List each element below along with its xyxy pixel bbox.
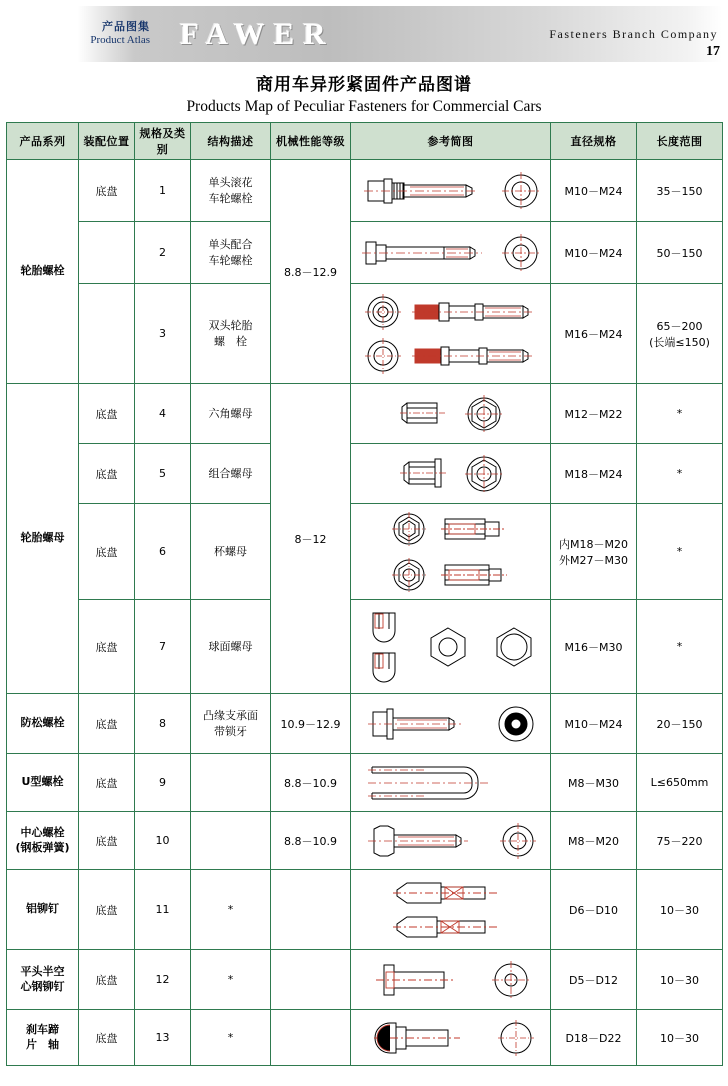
cell-figure-center-bolt <box>351 812 551 870</box>
table-row <box>7 284 723 384</box>
cell-diameter: 内M18－M20 外M27－M30 <box>551 504 637 600</box>
cell-grade <box>271 870 351 950</box>
table-row <box>7 444 723 504</box>
cell-figure-aluminium-rivet <box>351 870 551 950</box>
cell-number: 7 <box>135 600 191 694</box>
cell-diameter: M18－M24 <box>551 444 637 504</box>
cell-diameter: M10－M24 <box>551 222 637 284</box>
cell-number: 10 <box>135 812 191 870</box>
brand-wordmark: FAWER <box>180 16 335 51</box>
cell-position: 底盘 <box>79 444 135 504</box>
cell-figure-double-head-stud <box>351 284 551 384</box>
cell-description: 组合螺母 <box>191 444 271 504</box>
cell-description: * <box>191 870 271 950</box>
cell-diameter: M10－M24 <box>551 694 637 754</box>
cell-length: 75－220 <box>637 812 723 870</box>
cell-number: 2 <box>135 222 191 284</box>
cell-length: 10－30 <box>637 950 723 1010</box>
cell-number: 8 <box>135 694 191 754</box>
table-row <box>7 870 723 950</box>
cell-figure-u-bolt <box>351 754 551 812</box>
header-logo-cn: 产品图集 <box>102 20 150 34</box>
cell-number: 11 <box>135 870 191 950</box>
table-row <box>7 160 723 222</box>
aluminium-rivet-icon <box>389 878 513 908</box>
cap-nut-body2-icon <box>439 558 513 592</box>
center-bolt-icon <box>364 821 488 861</box>
cell-category: 平头半空 心钢铆钉 <box>7 950 79 1010</box>
page-title-cn: 商用车异形紧固件产品图谱 <box>256 75 472 95</box>
cell-length: 10－30 <box>637 870 723 950</box>
cell-length: 50－150 <box>637 222 723 284</box>
header-company-name: Fasteners Branch Company <box>549 26 718 41</box>
cell-description: * <box>191 1010 271 1066</box>
cell-description <box>191 812 271 870</box>
brake-shoe-shaft-icon <box>366 1017 486 1059</box>
table-row <box>7 754 723 812</box>
cell-diameter: D18－D22 <box>551 1010 637 1066</box>
cell-category: 铝铆钉 <box>7 870 79 950</box>
cell-grade: 8－12 <box>271 384 351 694</box>
hex-nut-icon <box>397 393 453 435</box>
cell-diameter: M8－M20 <box>551 812 637 870</box>
cell-number: 1 <box>135 160 191 222</box>
cell-diameter: M12－M22 <box>551 384 637 444</box>
cell-position: 底盘 <box>79 950 135 1010</box>
products-table <box>6 122 723 1066</box>
col-reference-figure: 参考简图 <box>351 123 551 160</box>
semi-tubular-rivet-icon <box>370 959 480 1001</box>
combi-nut-section-icon <box>463 453 505 495</box>
cell-position: 底盘 <box>79 870 135 950</box>
cell-number: 6 <box>135 504 191 600</box>
header-logo-text <box>6 21 156 46</box>
table-row <box>7 1010 723 1066</box>
cell-position: 底盘 <box>79 1010 135 1066</box>
cell-category: U型螺栓 <box>7 754 79 812</box>
cell-diameter: M16－M30 <box>551 600 637 694</box>
cell-figure-brake-shoe-shaft <box>351 1010 551 1066</box>
cell-figure-semi-tubular-rivet <box>351 950 551 1010</box>
cell-category: 轮胎螺母 <box>7 384 79 694</box>
cell-diameter: M10－M24 <box>551 160 637 222</box>
bolt-knurled-section-icon <box>500 170 542 212</box>
bolt-fitted-icon <box>360 230 490 276</box>
cell-grade <box>271 1010 351 1066</box>
cell-length: * <box>637 444 723 504</box>
table-row <box>7 384 723 444</box>
table-row <box>7 950 723 1010</box>
cell-position: 底盘 <box>79 160 135 222</box>
aluminium-rivet-variant-icon <box>389 912 513 942</box>
col-assembly-position: 装配位置 <box>79 123 135 160</box>
page-title-en: Products Map of Peculiar Fasteners for Commercial Cars <box>186 98 542 115</box>
cell-description: 单头滚花 车轮螺栓 <box>191 160 271 222</box>
cell-category: 防松螺栓 <box>7 694 79 754</box>
cell-position: 底盘 <box>79 812 135 870</box>
cell-length: * <box>637 384 723 444</box>
cell-description <box>191 754 271 812</box>
cell-number: 5 <box>135 444 191 504</box>
cell-category: 轮胎螺栓 <box>7 160 79 384</box>
cell-grade: 8.8－10.9 <box>271 812 351 870</box>
spherical-nut-section-icon <box>423 622 473 672</box>
cell-category: 中心螺栓 (钢板弹簧) <box>7 812 79 870</box>
cell-figure-combi-nut <box>351 444 551 504</box>
cell-number: 13 <box>135 1010 191 1066</box>
cell-length: 10－30 <box>637 1010 723 1066</box>
semi-tubular-rivet-section-icon <box>490 959 532 1001</box>
cell-description: 单头配合 车轮螺栓 <box>191 222 271 284</box>
cell-position: 底盘 <box>79 694 135 754</box>
cell-diameter: D5－D12 <box>551 950 637 1010</box>
cell-description: 凸缘支承面 带锁牙 <box>191 694 271 754</box>
cell-diameter: M8－M30 <box>551 754 637 812</box>
cell-length: * <box>637 504 723 600</box>
cell-length: 20－150 <box>637 694 723 754</box>
u-bolt-icon <box>366 759 536 807</box>
double-head-stud-icon <box>411 297 539 327</box>
bolt-knurled-icon <box>360 168 490 214</box>
cell-number: 12 <box>135 950 191 1010</box>
col-structure-desc: 结构描述 <box>191 123 271 160</box>
table-header-row <box>7 123 723 160</box>
cell-number: 3 <box>135 284 191 384</box>
cell-description: 双头轮胎 螺 栓 <box>191 284 271 384</box>
cell-figure-spherical-nut <box>351 600 551 694</box>
page-number: 17 <box>706 44 720 59</box>
col-spec-category: 规格及类别 <box>135 123 191 160</box>
cell-position: 底盘 <box>79 754 135 812</box>
spherical-nut-section2-icon <box>489 622 539 672</box>
col-length-range: 长度范围 <box>637 123 723 160</box>
cell-grade <box>271 950 351 1010</box>
table-row <box>7 504 723 600</box>
header-logo-en: Product Atlas <box>90 34 150 46</box>
double-head-stud-variant-icon <box>411 341 539 371</box>
cell-grade: 10.9－12.9 <box>271 694 351 754</box>
cell-position: 底盘 <box>79 504 135 600</box>
cell-diameter: D6－D10 <box>551 870 637 950</box>
flange-lock-bolt-section-icon <box>495 703 537 745</box>
cell-description: 六角螺母 <box>191 384 271 444</box>
cap-nut-section2-icon <box>389 555 429 595</box>
cell-number: 4 <box>135 384 191 444</box>
bolt-fitted-section-icon <box>500 232 542 274</box>
combi-nut-icon <box>397 453 453 495</box>
double-head-stud-section2-icon <box>363 336 403 376</box>
cell-length: L≤650mm <box>637 754 723 812</box>
cell-description: 球面螺母 <box>191 600 271 694</box>
spherical-nut-icon <box>363 607 407 687</box>
cell-position: 底盘 <box>79 384 135 444</box>
hex-nut-section-icon <box>463 393 505 435</box>
center-bolt-section-icon <box>498 821 538 861</box>
col-diameter-spec: 直径规格 <box>551 123 637 160</box>
cap-nut-body-icon <box>439 512 513 546</box>
cell-figure-cap-nut <box>351 504 551 600</box>
flange-lock-bolt-icon <box>365 703 485 745</box>
cell-category: 刹车蹄 片 轴 <box>7 1010 79 1066</box>
cell-figure-hex-nut <box>351 384 551 444</box>
cell-description: 杯螺母 <box>191 504 271 600</box>
cap-nut-section-icon <box>389 509 429 549</box>
brake-shoe-shaft-section-icon <box>496 1018 536 1058</box>
table-row <box>7 222 723 284</box>
col-mechanical-grade: 机械性能等级 <box>271 123 351 160</box>
cell-grade: 8.8－10.9 <box>271 754 351 812</box>
cell-position <box>79 222 135 284</box>
page-header <box>6 6 722 62</box>
cell-diameter: M16－M24 <box>551 284 637 384</box>
cell-figure-bolt-knurled <box>351 160 551 222</box>
cell-position <box>79 284 135 384</box>
cell-number: 9 <box>135 754 191 812</box>
col-product-series: 产品系列 <box>7 123 79 160</box>
cell-figure-bolt-fitted <box>351 222 551 284</box>
table-row <box>7 694 723 754</box>
cell-figure-flange-lock-bolt <box>351 694 551 754</box>
cell-length: 35－150 <box>637 160 723 222</box>
cell-description: * <box>191 950 271 1010</box>
cell-length: 65－200 (长端≤150) <box>637 284 723 384</box>
cell-length: * <box>637 600 723 694</box>
cell-grade: 8.8－12.9 <box>271 160 351 384</box>
table-row <box>7 600 723 694</box>
double-head-stud-section-icon <box>363 292 403 332</box>
cell-position: 底盘 <box>79 600 135 694</box>
table-row <box>7 812 723 870</box>
